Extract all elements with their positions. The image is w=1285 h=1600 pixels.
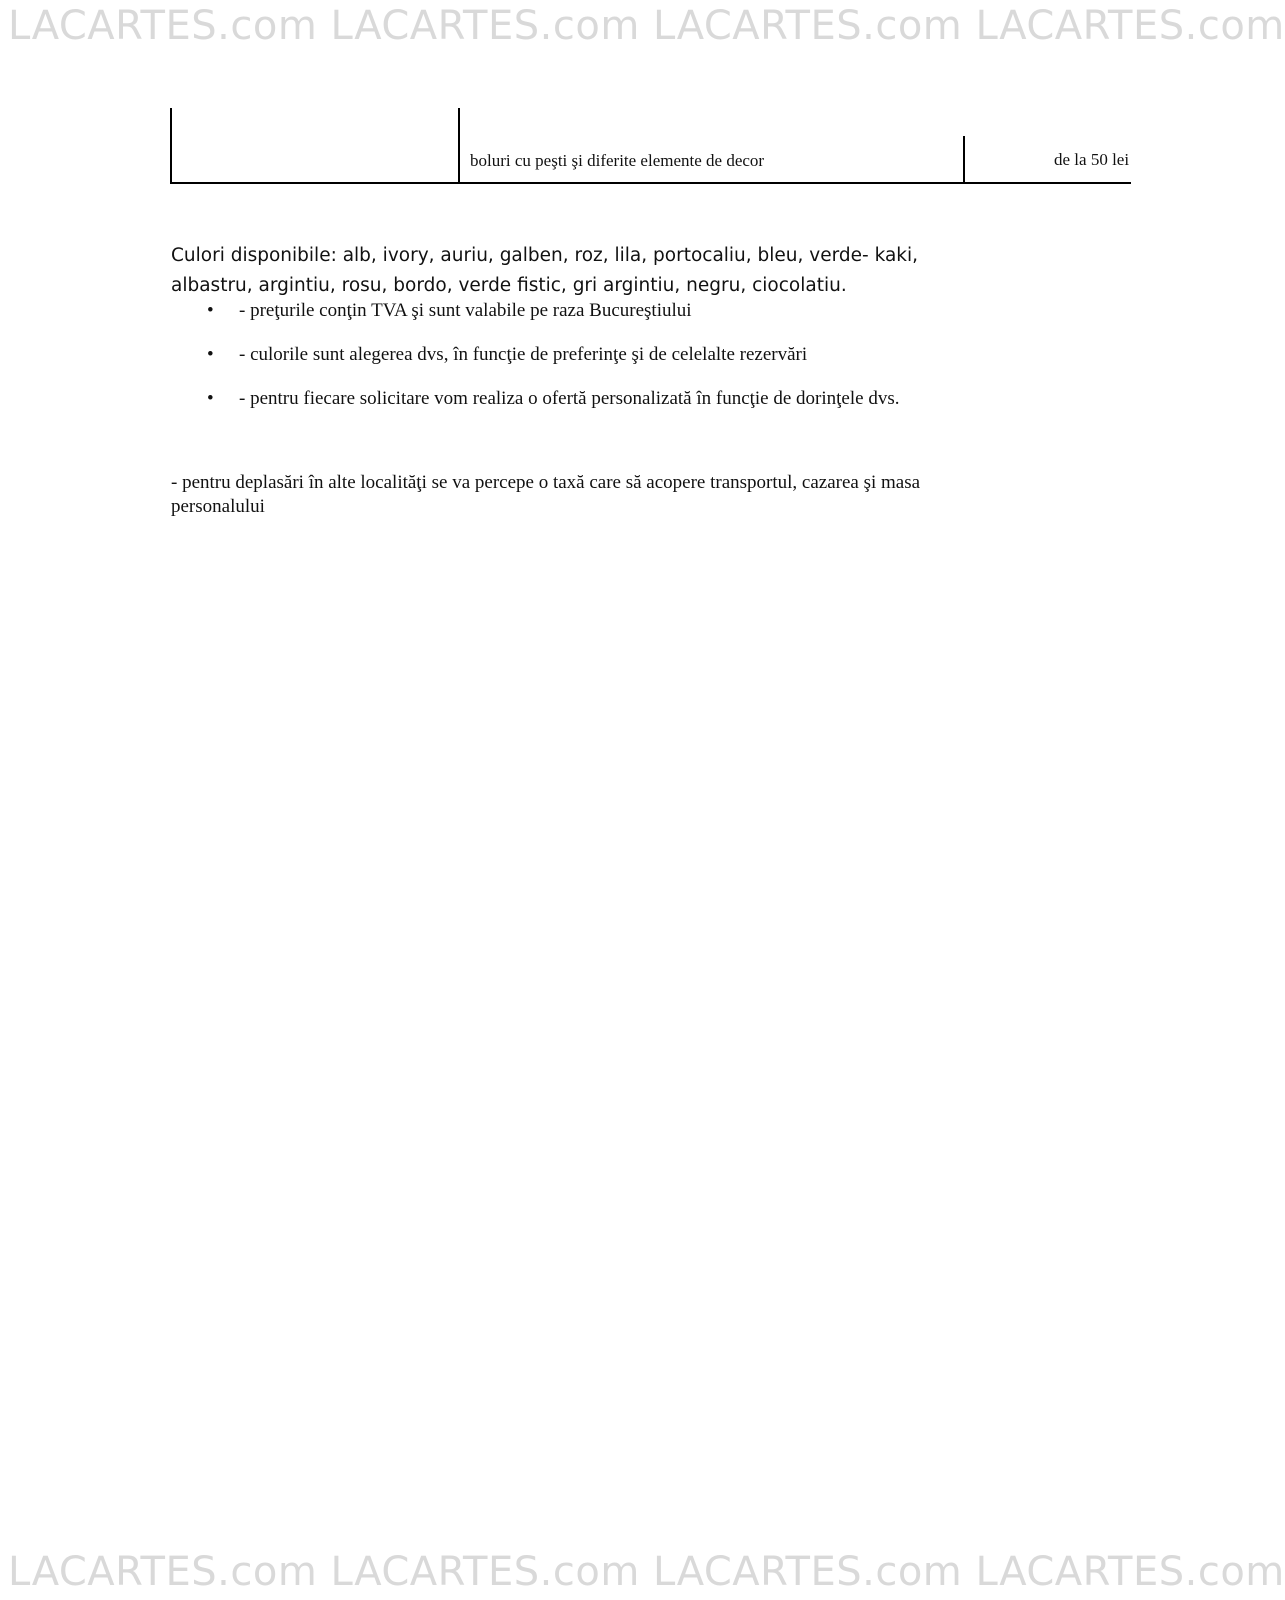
table-divider-2	[963, 136, 965, 183]
terms-list	[171, 299, 971, 431]
list-item-text: - culorile sunt alegerea dvs, în funcţie de preferinţe şi de celelalte rezervări	[239, 344, 808, 365]
table-left-border	[170, 108, 172, 183]
list-item-text: - preţurile conţin TVA şi sunt valabile pe raza Bucureştiului	[239, 300, 692, 321]
bullet-icon: •	[207, 388, 214, 409]
available-colors-paragraph: Culori disponibile: alb, ivory, auriu, galben, roz, lila, portocaliu, bleu, verde- kaki, albastru, argintiu, rosu, bordo, verde fistic, gri argintiu, negru, ciocolatiu.	[171, 244, 919, 296]
travel-fee-note: - pentru deplasări în alte localităţi se va percepe o taxă care să acopere transportul, cazarea şi masa personalului	[171, 472, 921, 517]
table-bottom-border	[170, 182, 1131, 184]
table-divider-1	[458, 108, 460, 183]
price-cell	[1054, 150, 1131, 174]
list-item	[171, 299, 919, 323]
price-cell-text: de la 50 lei	[1054, 150, 1130, 169]
list-item	[171, 343, 919, 367]
description-cell: boluri cu peşti şi diferite elemente de decor	[470, 151, 765, 170]
watermark-bottom: LACARTES.com LACARTES.com LACARTES.com LACARTES.com	[8, 1549, 1285, 1595]
list-item-text: - pentru fiecare solicitare vom realiza o ofertă personalizată în funcţie de dorinţele dvs.	[239, 388, 900, 409]
bullet-icon: •	[207, 300, 214, 321]
list-item	[171, 387, 919, 411]
bullet-icon: •	[207, 344, 214, 365]
watermark-top: LACARTES.com LACARTES.com LACARTES.com LACARTES.com	[8, 3, 1285, 49]
